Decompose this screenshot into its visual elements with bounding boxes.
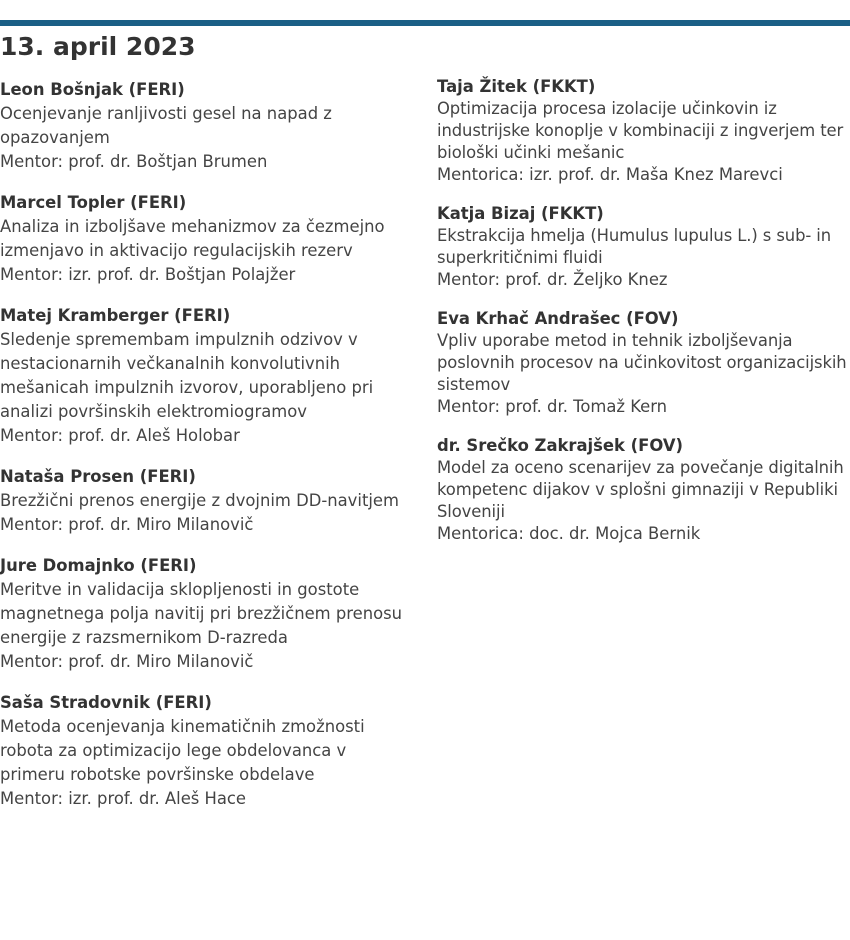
list-item [0,78,410,174]
entry-mentor: Mentor: izr. prof. dr. Boštjan Polajžer [0,265,296,284]
entry-title: Optimizacija procesa izolacije učinkovin iz industrijske konoplje v kombinaciji z ingverjem ter biološki učinki mešanic [437,99,844,162]
entry-title: Ocenjevanje ranljivosti gesel na napad z opazovanjem [0,104,332,147]
entry-name: Saša Stradovnik (FERI) [0,693,212,712]
list-item [0,304,410,448]
entry-name: Marcel Topler (FERI) [0,193,187,212]
entry-title: Metoda ocenjevanja kinematičnih zmožnosti robota za optimizacijo lege obdelovanca v primeru robotske površinske obdelave [0,717,365,784]
entry-mentor: Mentor: prof. dr. Miro Milanovič [0,652,254,671]
entry-name: Taja Žitek (FKKT) [437,77,596,96]
entry-title: Ekstrakcija hmelja (Humulus lupulus L.) s sub- in superkritičnimi fluidi [437,226,832,267]
entry-title: Brezžični prenos energije z dvojnim DD-navitjem [0,491,399,510]
entry-mentor: Mentorica: izr. prof. dr. Maša Knez Marevci [437,165,783,184]
list-item [437,308,850,418]
entry-mentor: Mentor: prof. dr. Boštjan Brumen [0,152,268,171]
entry-mentor: Mentor: prof. dr. Miro Milanovič [0,515,254,534]
list-item [0,465,410,537]
entry-mentor: Mentorica: doc. dr. Mojca Bernik [437,524,701,543]
list-item [0,191,410,287]
right-column [437,76,850,562]
entry-mentor: Mentor: prof. dr. Željko Knez [437,270,668,289]
entry-title: Vpliv uporabe metod in tehnik izboljševanja poslovnih procesov na učinkovitost organizacijskih sistemov [437,331,847,394]
left-column [0,78,410,828]
list-item [0,554,410,674]
entry-mentor: Mentor: prof. dr. Tomaž Kern [437,397,668,416]
entry-name: Leon Bošnjak (FERI) [0,80,185,99]
page-title: 13. april 2023 [0,32,196,61]
entry-name: Jure Domajnko (FERI) [0,556,197,575]
list-item [437,435,850,545]
entry-title: Analiza in izboljšave mehanizmov za čezmejno izmenjavo in aktivacijo regulacijskih rezerv [0,217,385,260]
list-item [0,691,410,811]
entry-title: Model za oceno scenarijev za povečanje digitalnih kompetenc dijakov v splošni gimnaziji v Republiki Sloveniji [437,458,844,521]
entry-title: Meritve in validacija sklopljenosti in gostote magnetnega polja navitij pri brezžičnem prenosu energije z razsmernikom D-razreda [0,580,403,647]
entry-name: Matej Kramberger (FERI) [0,306,231,325]
entry-name: Nataša Prosen (FERI) [0,467,196,486]
entry-name: Eva Krhač Andrašec (FOV) [437,309,679,328]
header-rule [0,20,850,26]
entry-name: Katja Bizaj (FKKT) [437,204,604,223]
entry-mentor: Mentor: prof. dr. Aleš Holobar [0,426,240,445]
list-item [437,203,850,291]
list-item [437,76,850,186]
entry-title: Sledenje spremembam impulznih odzivov v nestacionarnih večkanalnih konvolutivnih mešanicah impulznih izvorov, uporabljeno pri analizi površinskih elektromiogramov [0,330,374,421]
entry-name: dr. Srečko Zakrajšek (FOV) [437,436,684,455]
entry-mentor: Mentor: izr. prof. dr. Aleš Hace [0,789,246,808]
